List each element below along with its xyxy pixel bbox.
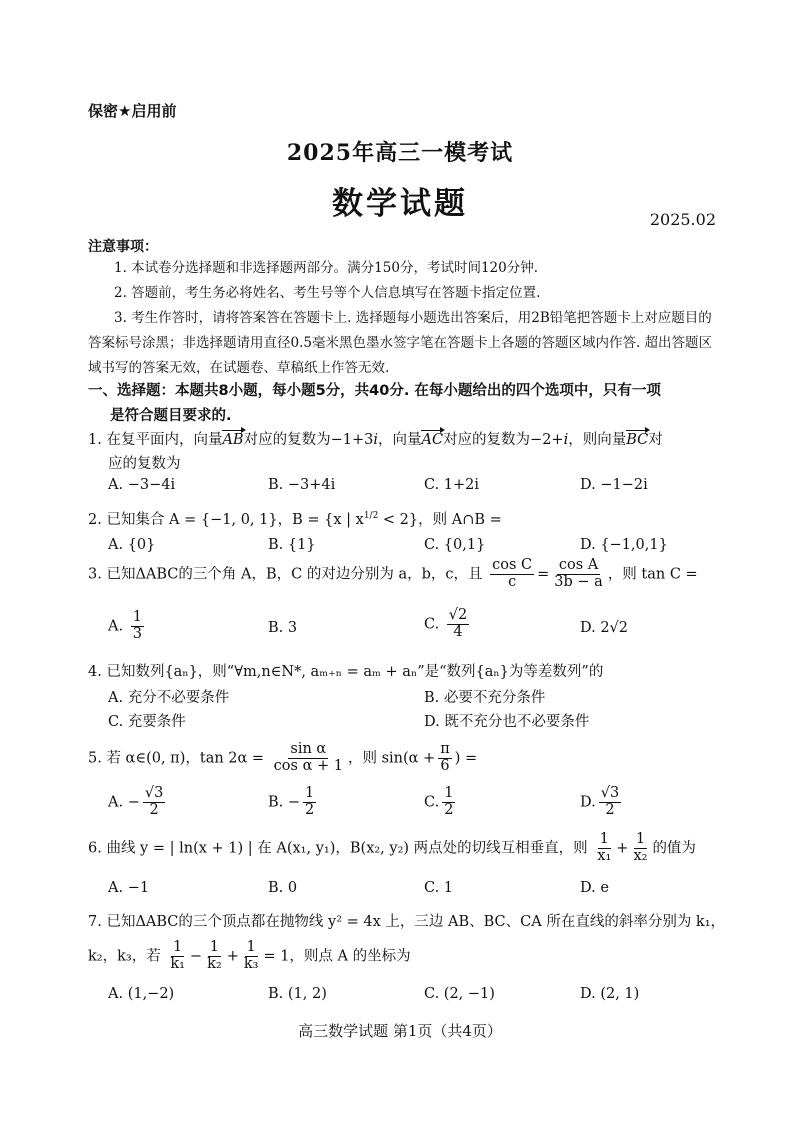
q6-fraction-2-num: 1 — [635, 831, 646, 847]
question-7-stem-line2 — [88, 940, 411, 973]
q1-option-c: C. 1+2i — [424, 477, 480, 493]
notice-item-3: 3. 考生作答时，请将答案答在答题卡上. 选择题每小题选出答案后，用2B铅笔把答题卡上对应题目的答案标号涂黑；非选择题请用直径0.5毫米黑色墨水签字笔在答题卡上各题的答题区域内作答. 超出答题区域书写的答案无效，在试题卷、草稿纸上作答无效. — [88, 310, 713, 376]
q7-text: k₂，k₃，若 — [88, 948, 161, 965]
q7-minus: − — [189, 948, 203, 965]
q1-text: 对 — [648, 432, 663, 448]
q5-option-a-num: √3 — [144, 785, 164, 801]
section-heading-line1: 一、选择题：本题共8小题，每小题5分，共40分. 在每小题给出的四个选项中，只有一项 — [88, 383, 661, 399]
question-2-stem — [88, 508, 502, 529]
confidential-label: 保密★启用前 — [88, 102, 177, 120]
q5-pi-den: 6 — [440, 757, 450, 774]
section-heading — [88, 379, 661, 429]
question-4-stem: 4. 已知数列{aₙ}，则“∀m,n∈N*, aₘ₊ₙ = aₘ + aₙ”是“数列{aₙ}为等差数列”的 — [88, 664, 604, 680]
q6-fraction-1 — [595, 832, 613, 865]
q2-option-b: B. {1} — [268, 537, 316, 553]
q6-option-c: C. 1 — [424, 880, 454, 896]
q3-fraction-2 — [552, 558, 605, 591]
q4-option-d: D. 既不充分也不必要条件 — [424, 714, 590, 730]
q3-option-c-label: C. — [424, 616, 440, 633]
q3-option-c-den: 4 — [453, 623, 463, 640]
q1-option-a: A. −3−4i — [108, 477, 176, 493]
vector-ac: AC — [421, 432, 444, 448]
q5-option-d — [580, 786, 624, 819]
q7-option-d: D. (2, 1) — [580, 986, 640, 1002]
q5-option-b-fraction — [303, 786, 316, 819]
vector-bc: BC — [626, 432, 649, 448]
q5-fraction — [272, 742, 345, 775]
q7-fraction-3-num: 1 — [246, 939, 256, 955]
q5-fraction-den: cos α + 1 — [273, 757, 343, 774]
exam-date: 2025.02 — [649, 210, 716, 229]
q2-exponent: 1/2 — [363, 511, 379, 522]
notice-item-2: 2. 答题前，考生务必将姓名、考生号等个人信息填写在答题卡指定位置. — [114, 285, 541, 301]
q5-option-c-fraction — [442, 786, 455, 819]
q7-fraction-3-den: k₃ — [243, 955, 259, 972]
q3-option-b: B. 3 — [268, 620, 298, 636]
question-6-stem — [88, 832, 696, 865]
q5-option-d-label: D. — [580, 794, 596, 811]
subject-title: 数学试题 — [332, 186, 468, 222]
q5-option-c — [424, 786, 458, 819]
q6-option-a: A. −1 — [108, 880, 150, 896]
q1-text: ，则向量 — [568, 432, 627, 448]
q3-fraction-1-den: c — [508, 573, 517, 590]
q5-option-d-fraction — [599, 786, 621, 819]
q1-text: 对应的复数为−2+ — [443, 432, 564, 448]
q5-option-c-label: C. — [424, 794, 440, 811]
q4-option-b: B. 必要不充分条件 — [424, 690, 546, 706]
question-1-stem-line2: 应的复数为 — [108, 456, 181, 472]
question-7-stem-line1: 7. 已知ΔABC的三个顶点都在抛物线 y² = 4x 上，三边 AB、BC、CA 所在直线的斜率分别为 k₁， — [88, 914, 726, 930]
q1-option-d: D. −1−2i — [580, 477, 648, 493]
notice-heading: 注意事项： — [88, 239, 158, 255]
q3-option-c — [424, 608, 472, 641]
q6-plus: + — [616, 840, 629, 857]
q7-fraction-1-den: k₁ — [170, 955, 185, 972]
q3-option-a — [108, 610, 147, 643]
q7-text: = 1，则点 A 的坐标为 — [263, 948, 411, 965]
page-footer: 高三数学试题 第1页（共4页） — [298, 1022, 502, 1040]
q5-fraction-num: sin α — [290, 741, 327, 757]
q6-option-d: D. e — [580, 880, 609, 896]
q2-option-c: C. {0,1} — [424, 537, 486, 553]
q2-text: < 2}，则 A∩B = — [378, 512, 502, 528]
q3-fraction-2-den: 3b − a — [554, 573, 603, 590]
q3-equals: = — [537, 566, 550, 583]
q6-fraction-1-num: 1 — [599, 831, 609, 847]
q3-option-a-label: A. — [108, 618, 124, 635]
q7-fraction-2 — [205, 940, 224, 973]
q1-imag: i — [563, 432, 569, 448]
q7-option-c: C. (2, −1) — [424, 986, 495, 1002]
q2-text: 2. 已知集合 A = {−1, 0, 1}，B = {x | x — [88, 512, 364, 528]
q5-option-a-den: 2 — [149, 801, 159, 818]
q3-option-c-num: √2 — [448, 607, 468, 623]
q6-text: 6. 曲线 y = | ln(x + 1) | 在 A(x₁, y₁)，B(x₂, y₂) 两点处的切线互相垂直，则 — [88, 840, 588, 857]
notice-item-1: 1. 本试卷分选择题和非选择题两部分。满分150分，考试时间120分钟. — [114, 260, 538, 276]
q1-text: 对应的复数为−1+3 — [243, 432, 374, 448]
q3-option-a-den: 3 — [132, 625, 142, 642]
q3-option-a-fraction — [131, 610, 144, 643]
q7-fraction-2-den: k₂ — [207, 955, 222, 972]
q6-text: 的值为 — [652, 840, 696, 857]
q5-pi-fraction — [438, 742, 452, 775]
question-3-stem — [88, 558, 698, 591]
q5-option-c-num: 1 — [444, 785, 454, 801]
q5-pi-num: π — [440, 741, 450, 757]
q5-text: ) = — [454, 750, 478, 767]
q7-option-a: A. (1,−2) — [108, 986, 175, 1002]
q7-option-b: B. (1, 2) — [268, 986, 327, 1002]
q5-option-a-label: A. − — [108, 794, 140, 811]
q3-text: ，则 tan C = — [607, 566, 698, 583]
question-1-stem — [88, 428, 663, 449]
q7-fraction-2-num: 1 — [209, 939, 219, 955]
q5-text: ，则 sin(α + — [347, 750, 436, 767]
q5-option-b — [268, 786, 319, 819]
q5-option-b-label: B. − — [268, 794, 301, 811]
q5-option-b-num: 1 — [305, 785, 315, 801]
q1-imag: i — [373, 432, 378, 448]
q1-option-b: B. −3+4i — [268, 477, 336, 493]
q4-option-c: C. 充要条件 — [108, 714, 186, 730]
vector-ab: AB — [222, 432, 244, 448]
q3-text: 3. 已知ΔABC的三个角 A，B，C 的对边分别为 a，b，c，且 — [88, 566, 483, 583]
q3-option-d: D. 2√2 — [580, 620, 629, 636]
q2-option-a: A. {0} — [108, 537, 156, 553]
q5-option-c-den: 2 — [444, 801, 454, 818]
q5-option-d-den: 2 — [605, 801, 615, 818]
q6-option-b: B. 0 — [268, 880, 298, 896]
q3-option-a-num: 1 — [132, 609, 142, 625]
q5-option-b-den: 2 — [305, 801, 315, 818]
section-heading-line2: 是符合题目要求的. — [110, 408, 232, 424]
q3-fraction-1-num: cos C — [492, 557, 533, 573]
q7-fraction-1-num: 1 — [173, 939, 183, 955]
q3-fraction-2-num: cos A — [558, 557, 599, 573]
q4-option-a: A. 充分不必要条件 — [108, 690, 230, 706]
q6-fraction-2 — [631, 832, 649, 865]
q6-fraction-2-den: x₂ — [633, 847, 648, 864]
q7-fraction-3 — [242, 940, 261, 973]
q1-text: 1. 在复平面内，向量 — [88, 432, 223, 448]
q7-fraction-1 — [168, 940, 187, 973]
exam-title: 2025年高三一模考试 — [286, 140, 514, 166]
q6-fraction-1-den: x₁ — [597, 847, 612, 864]
question-5-stem — [88, 742, 477, 775]
q3-fraction-1 — [490, 558, 534, 591]
q5-option-a — [108, 786, 168, 819]
q1-text: ，向量 — [377, 432, 422, 448]
q2-option-d: D. {−1,0,1} — [580, 537, 668, 553]
q3-option-c-fraction — [447, 608, 469, 641]
q7-plus: + — [226, 948, 239, 965]
q5-option-a-fraction — [143, 786, 165, 819]
q5-option-d-num: √3 — [600, 785, 620, 801]
q5-text: 5. 若 α∈(0, π)，tan 2α = — [88, 750, 265, 767]
